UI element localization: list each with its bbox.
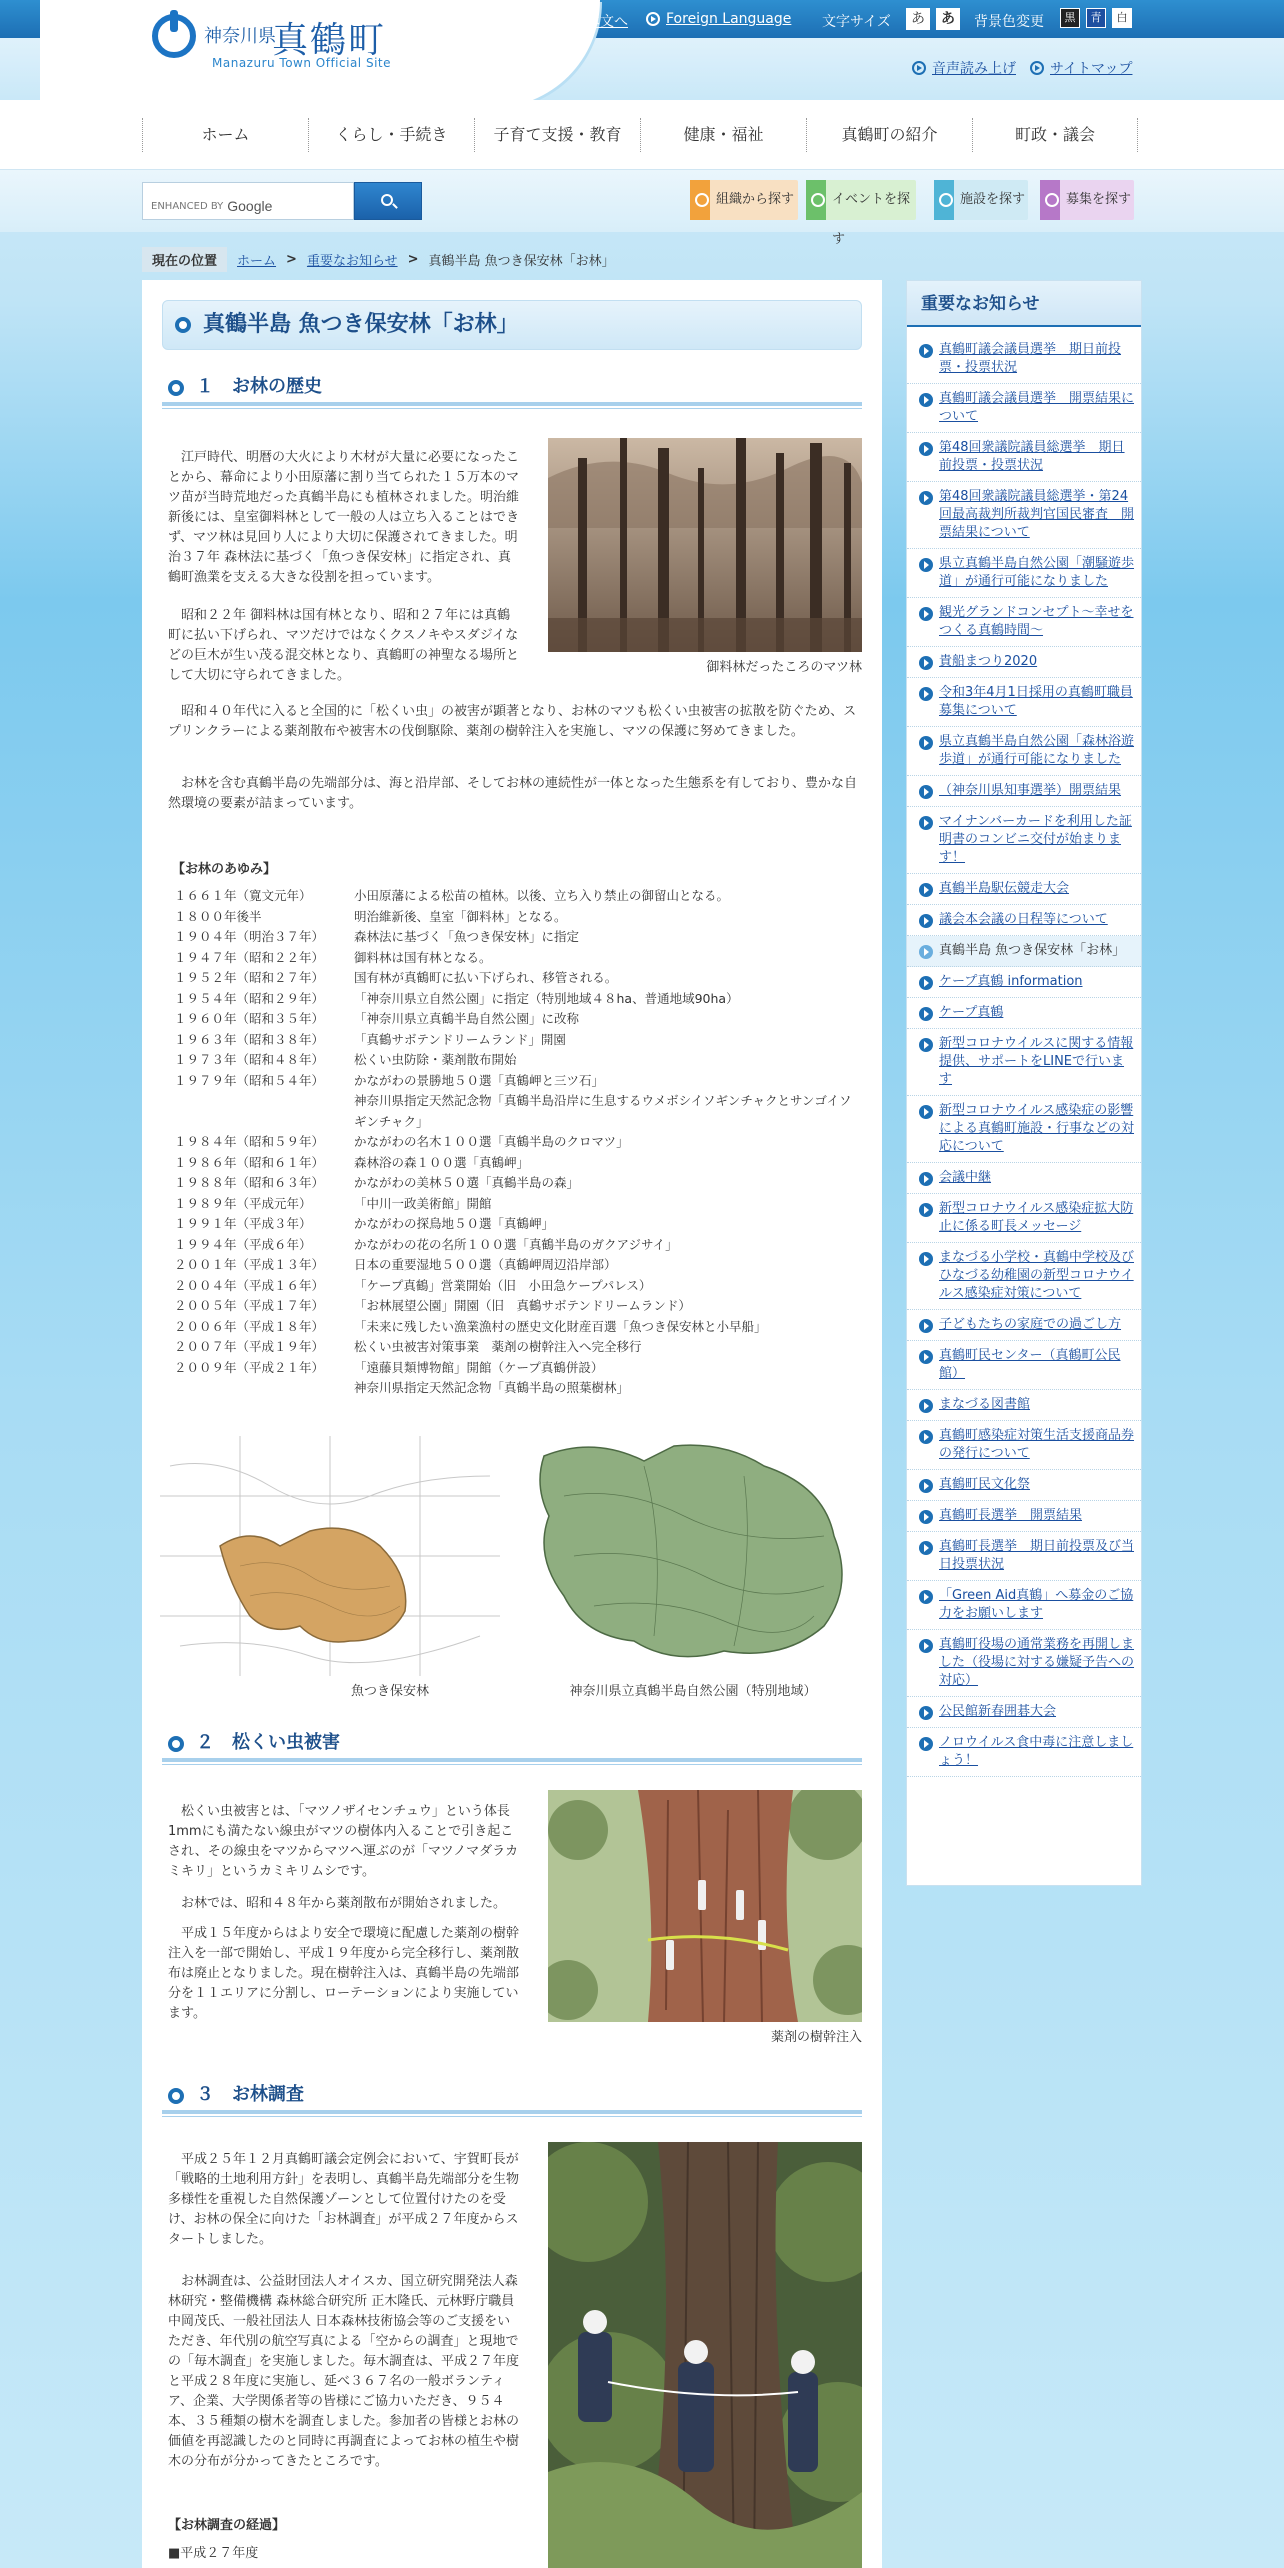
sidebar-item[interactable] bbox=[907, 482, 1141, 549]
timeline-event: かながわの名木１００選「真鶴半島のクロマツ」 bbox=[354, 1134, 629, 1149]
arrow-circle-icon bbox=[919, 558, 933, 572]
sidebar-item-link[interactable]: 真鶴町長選挙 開票結果 bbox=[939, 1508, 1083, 1523]
timeline-event: 松くい虫防除・薬剤散布開始 bbox=[354, 1052, 517, 1067]
timeline-row bbox=[174, 886, 854, 907]
timeline-event: かながわの探鳥地５０選「真鶴岬」 bbox=[354, 1216, 555, 1231]
timeline-row bbox=[174, 1030, 854, 1051]
sidebar-item-link[interactable]: 真鶴町感染症対策生活支援商品券の発行について bbox=[939, 1428, 1135, 1461]
timeline-row bbox=[174, 1153, 854, 1174]
section-bullet-icon bbox=[168, 2088, 184, 2104]
timeline-event: 「お林展望公園」開園（旧 真鶴サボテンドリームランド） bbox=[354, 1298, 691, 1313]
sidebar-item[interactable] bbox=[907, 776, 1141, 807]
arrow-circle-icon bbox=[646, 12, 660, 26]
timeline-row bbox=[174, 1050, 854, 1071]
timeline-row bbox=[174, 1358, 854, 1379]
timeline-event: 日本の重要湿地５００選（真鶴岬周辺沿岸部） bbox=[354, 1257, 617, 1272]
search-placeholder-brand: Google bbox=[227, 198, 273, 214]
search-row bbox=[0, 170, 1284, 247]
find-recruitment-button[interactable] bbox=[1040, 180, 1134, 220]
fish-breeding-forest-map bbox=[160, 1436, 500, 1676]
breadcrumb-current: 真鶴半島 魚つき保安林「お林」 bbox=[428, 253, 615, 269]
timeline-event: 「未来に残したい漁業漁村の歴史文化財産百選「魚つき保安林と小早船」 bbox=[354, 1318, 767, 1334]
history-timeline bbox=[174, 886, 854, 1399]
sidebar-item-link[interactable]: 県立真鶴半島自然公園「潮騒遊歩道」が通行可能になりました bbox=[939, 556, 1135, 589]
history-list-label: 【お林のあゆみ】 bbox=[172, 862, 277, 877]
sidebar-item-link[interactable]: 真鶴町議会議員選挙 期日前投票・投票状況 bbox=[939, 342, 1122, 375]
timeline-year: １９８８年（昭和６３年） bbox=[174, 1175, 325, 1190]
sidebar-item-link[interactable]: 真鶴町民文化祭 bbox=[939, 1477, 1031, 1492]
font-size-standard-button[interactable]: あ bbox=[906, 8, 930, 30]
timeline-row bbox=[174, 1071, 854, 1092]
nature-park-map-caption: 神奈川県立真鶴半島自然公園（特別地域） bbox=[569, 1684, 817, 1699]
main-content bbox=[142, 280, 882, 2568]
arrow-circle-icon bbox=[919, 1590, 933, 1604]
sidebar-item[interactable] bbox=[907, 384, 1141, 433]
sidebar-item[interactable] bbox=[907, 1697, 1141, 1728]
sidebar-item[interactable] bbox=[907, 727, 1141, 776]
timeline-row bbox=[174, 1132, 854, 1153]
arrow-circle-icon bbox=[919, 1510, 933, 1524]
sidebar-item[interactable] bbox=[907, 874, 1141, 905]
timeline-year: １９０４年（明治３７年） bbox=[174, 929, 325, 944]
sidebar-item-link[interactable]: ケープ真鶴 information bbox=[939, 974, 1083, 989]
arrow-circle-icon bbox=[912, 61, 926, 75]
arrow-circle-icon bbox=[919, 1105, 933, 1119]
timeline-year: １９７９年（昭和５４年） bbox=[174, 1072, 325, 1088]
timeline-year: １９６３年（昭和３８年） bbox=[174, 1031, 325, 1047]
timeline-year: １９９４年（平成６年） bbox=[174, 1236, 312, 1252]
search-placeholder-prefix: ENHANCED BY bbox=[151, 200, 224, 212]
timeline-row bbox=[174, 927, 854, 948]
nav-town-politics[interactable]: 町政・議会 bbox=[972, 118, 1138, 152]
timeline-year: １９８９年（平成元年） bbox=[174, 1195, 312, 1211]
nav-childcare[interactable]: 子育て支援・教育 bbox=[474, 118, 640, 152]
arrow-circle-icon bbox=[919, 607, 933, 621]
sidebar-item-link[interactable]: ノロウイルス食中毒に注意しましょう！ bbox=[939, 1735, 1134, 1768]
trunk-injection-caption: 薬剤の樹幹注入 bbox=[770, 2030, 862, 2045]
timeline-row bbox=[174, 1091, 854, 1132]
nav-living[interactable]: くらし・手続き bbox=[308, 118, 474, 152]
timeline-row bbox=[174, 1009, 854, 1030]
sidebar-item[interactable] bbox=[907, 1243, 1141, 1310]
survey-year-label: ■平成２７年度 bbox=[168, 2546, 259, 2561]
survey-history-label: 【お林調査の経過】 bbox=[168, 2518, 286, 2533]
arrow-circle-icon bbox=[919, 785, 933, 799]
history-paragraph-4: お林を含む真鶴半島の先端部分は、海と沿岸部、そしてお林の連続性が一体となった生態系を有しており、豊かな自然環境の要素が詰まっています。 bbox=[168, 776, 858, 811]
sidebar-item[interactable] bbox=[907, 1096, 1141, 1163]
timeline-event: 「神奈川県立真鶴半島自然公園」に改称 bbox=[354, 1011, 580, 1026]
sidebar-item-link[interactable]: まなづる小学校・真鶴中学校及びひなづる幼稚園の新型コロナウイルス感染症対策について bbox=[939, 1250, 1135, 1301]
timeline-year: １９８６年（昭和６１年） bbox=[174, 1154, 325, 1170]
timeline-event: 「神奈川県立自然公園」に指定（特別地域４８ha、普通地域90ha） bbox=[354, 990, 739, 1006]
skip-to-content-label: 本文へ bbox=[586, 14, 628, 30]
sidebar-item[interactable] bbox=[907, 549, 1141, 598]
sitemap-label: サイトマップ bbox=[1050, 61, 1133, 77]
timeline-year: １９５４年（昭和２９年） bbox=[174, 990, 325, 1006]
timeline-row bbox=[174, 1194, 854, 1215]
global-nav bbox=[0, 100, 1284, 170]
sidebar-item[interactable] bbox=[907, 1163, 1141, 1194]
timeline-year: ２００９年（平成２１年） bbox=[174, 1359, 325, 1375]
arrow-circle-icon bbox=[919, 1172, 933, 1186]
timeline-year: １６６１年（寛文元年） bbox=[174, 888, 312, 903]
find-by-organization-button[interactable] bbox=[690, 180, 798, 220]
sidebar-item[interactable] bbox=[907, 1421, 1141, 1470]
timeline-row bbox=[174, 1378, 854, 1399]
background-color-label: 背景色変更 bbox=[974, 14, 1044, 30]
nature-park-map bbox=[524, 1436, 862, 1676]
timeline-event: かながわの花の名所１００選「真鶴半島のガクアジサイ」 bbox=[354, 1236, 678, 1252]
arrow-circle-icon bbox=[919, 656, 933, 670]
timeline-event: かながわの美林５０選「真鶴半島の森」 bbox=[354, 1175, 580, 1190]
timeline-row bbox=[174, 989, 854, 1010]
sidebar-item-link[interactable]: 真鶴町議会議員選挙 開票結果について bbox=[939, 391, 1135, 424]
section-heading-text: ２ 松くい虫被害 bbox=[196, 1732, 340, 1753]
font-size-label: 文字サイズ bbox=[822, 14, 891, 30]
arrow-circle-icon bbox=[919, 816, 933, 830]
timeline-row bbox=[174, 948, 854, 969]
timeline-event: 御料林は国有林となる。 bbox=[354, 949, 492, 965]
arrow-circle-icon bbox=[919, 1252, 933, 1266]
sidebar-item[interactable] bbox=[907, 1532, 1141, 1581]
history-paragraph-2: 昭和２２年 御料林は国有林となり、昭和２７年には真鶴町に払い下げられ、マツだけではなくクスノキやスダジイなどの巨木が生い茂る混交林となり、真鶴町の神聖なる場所として大切に守られてきました。 bbox=[168, 608, 520, 683]
sidebar-item-link[interactable]: 新型コロナウイルス感染症の影響による真鶴町施設・行事などの対応について bbox=[939, 1103, 1135, 1154]
sidebar-item-link[interactable]: 新型コロナウイルス感染症拡大防止に係る町長メッセージ bbox=[939, 1201, 1134, 1234]
sidebar-item-link[interactable]: 真鶴町長選挙 期日前投票及び当日投票状況 bbox=[939, 1539, 1135, 1572]
foreign-language-label: Foreign Language bbox=[666, 11, 792, 27]
timeline-row bbox=[174, 907, 854, 928]
tree-survey-photo bbox=[548, 2142, 862, 2568]
sidebar-title: 重要なお知らせ bbox=[907, 281, 1141, 327]
timeline-row bbox=[174, 1173, 854, 1194]
sidebar-item-link[interactable]: 真鶴町民センター（真鶴町公民館） bbox=[939, 1348, 1121, 1381]
section-heading-survey bbox=[162, 2080, 862, 2114]
timeline-year: ２００４年（平成１６年） bbox=[174, 1277, 325, 1293]
sidebar-item[interactable] bbox=[907, 936, 1141, 967]
survey-paragraph-2: お林調査は、公益財団法人オイスカ、国立研究開発法人森林研究・整備機構 森林総合研究所 正木隆氏、元林野庁職員 中岡茂氏、一般社団法人 日本森林技術協会等のご支援をいただき、年代別の航空写真による「空からの調査」と現地での「毎木調査」を実施しました。毎木調査は、平成２７年度と平成２８年度に実施し、延べ３６７名の一般ボランティア、企業、大学関係者等の皆様にご協力いただき、９５４本、３５種類の樹木を調査しました。参加者の皆様とお林の価値を再認識したのと同時に再調査によってお林の植生や樹木の分布が分かってきたところです。 bbox=[168, 2274, 520, 2469]
arrow-circle-icon bbox=[919, 1737, 933, 1751]
pine-wilt-paragraph-2: お林では、昭和４８年から薬剤散布が開始されました。 bbox=[181, 1896, 507, 1911]
logo-english-name: Manazuru Town Official Site bbox=[212, 56, 391, 70]
sidebar-item[interactable] bbox=[907, 807, 1141, 874]
sidebar-item-link[interactable]: 第48回衆議院議員総選挙 期日前投票・投票状況 bbox=[939, 440, 1125, 473]
arrow-circle-icon bbox=[919, 976, 933, 990]
logo-town-name: 真鶴町 bbox=[272, 20, 387, 61]
search-icon bbox=[381, 194, 393, 206]
history-paragraph-3: 昭和４０年代に入ると全国的に「松くい虫」の被害が顕著となり、お林のマツも松くい虫被害の拡散を防ぐため、スプリンクラーによる薬剤散布や被害木の伐倒駆除、薬剤の樹幹注入を実施し、マツの保護に努めてきました。 bbox=[168, 704, 857, 739]
timeline-row bbox=[174, 1235, 854, 1256]
sidebar-item[interactable] bbox=[907, 678, 1141, 727]
sidebar-item-link[interactable]: 観光グランドコンセプト～幸せをつくる真鶴時間～ bbox=[939, 605, 1134, 638]
sidebar-item[interactable] bbox=[907, 1029, 1141, 1096]
sidebar-item[interactable] bbox=[907, 1501, 1141, 1532]
arrow-circle-icon bbox=[919, 1038, 933, 1052]
breadcrumb-separator: > bbox=[407, 251, 419, 267]
sidebar-item-link[interactable]: 令和3年4月1日採用の真鶴町職員募集について bbox=[939, 685, 1133, 718]
sidebar-item[interactable] bbox=[907, 1470, 1141, 1501]
nav-town-intro[interactable]: 真鶴町の紹介 bbox=[806, 118, 972, 152]
timeline-year bbox=[174, 1378, 354, 1399]
timeline-event: 「中川一政美術館」開館 bbox=[354, 1195, 492, 1211]
timeline-event: 小田原藩による松苗の植林。以後、立ち入り禁止の御留山となる。 bbox=[354, 888, 730, 903]
find-recruitment-label: 募集を探す bbox=[1066, 192, 1132, 207]
timeline-row bbox=[174, 1317, 854, 1338]
timeline-year: １９８４年（昭和５９年） bbox=[174, 1134, 325, 1149]
sidebar-important-notices bbox=[906, 280, 1142, 1886]
timeline-row bbox=[174, 1337, 854, 1358]
arrow-circle-icon bbox=[919, 1430, 933, 1444]
section-heading-text: ３ お林調査 bbox=[196, 2084, 304, 2105]
timeline-row bbox=[174, 1276, 854, 1297]
bg-white-button[interactable]: 白 bbox=[1112, 8, 1132, 28]
sidebar-item[interactable] bbox=[907, 1310, 1141, 1341]
arrow-circle-icon bbox=[919, 442, 933, 456]
arrow-circle-icon bbox=[919, 945, 933, 959]
timeline-event: 神奈川県指定天然記念物「真鶴半島の照葉樹林」 bbox=[354, 1380, 630, 1395]
bg-black-button[interactable]: 黒 bbox=[1060, 8, 1080, 28]
find-by-organization-label: 組織から探す bbox=[716, 192, 795, 207]
timeline-year bbox=[174, 1091, 354, 1132]
sidebar-list bbox=[907, 335, 1141, 1777]
arrow-circle-icon bbox=[919, 1541, 933, 1555]
timeline-row bbox=[174, 1214, 854, 1235]
sidebar-item[interactable] bbox=[907, 1194, 1141, 1243]
timeline-row bbox=[174, 1255, 854, 1276]
sidebar-item-link[interactable]: 新型コロナウイルスに関する情報提供、サポートをLINEで行います bbox=[939, 1036, 1134, 1087]
sidebar-item[interactable] bbox=[907, 1728, 1141, 1777]
arrow-circle-icon bbox=[919, 393, 933, 407]
timeline-row bbox=[174, 968, 854, 989]
sidebar-item-link[interactable]: 会議中継 bbox=[939, 1170, 992, 1185]
foreign-language-link[interactable] bbox=[646, 11, 791, 27]
timeline-year: １９４７年（昭和２２年） bbox=[174, 949, 325, 965]
arrow-circle-icon bbox=[919, 1479, 933, 1493]
timeline-year: ２００５年（平成１７年） bbox=[174, 1298, 325, 1313]
sidebar-item-link[interactable]: （神奈川県知事選挙）開票結果 bbox=[939, 783, 1122, 798]
sidebar-item[interactable] bbox=[907, 1630, 1141, 1697]
sidebar-item-link[interactable]: まなづる図書館 bbox=[939, 1397, 1031, 1412]
timeline-year: １９７３年（昭和４８年） bbox=[174, 1052, 325, 1067]
find-facility-label: 施設を探す bbox=[960, 192, 1026, 207]
arrow-circle-icon bbox=[919, 344, 933, 358]
arrow-circle-icon bbox=[919, 1203, 933, 1217]
sidebar-item[interactable] bbox=[907, 998, 1141, 1029]
arrow-circle-icon bbox=[919, 914, 933, 928]
sidebar-item[interactable] bbox=[907, 1390, 1141, 1421]
section-bullet-icon bbox=[168, 1736, 184, 1752]
sidebar-item[interactable] bbox=[907, 1341, 1141, 1390]
sidebar-item[interactable] bbox=[907, 905, 1141, 936]
sidebar-item-link[interactable]: 県立真鶴半島自然公園「森林浴遊歩道」が通行可能になりました bbox=[939, 734, 1135, 767]
section-heading-history bbox=[162, 372, 862, 406]
fish-breeding-forest-map-caption: 魚つき保安林 bbox=[350, 1684, 429, 1699]
title-bullet-icon bbox=[175, 317, 191, 333]
breadcrumb bbox=[142, 248, 615, 270]
arrow-circle-icon bbox=[919, 491, 933, 505]
sidebar-item-link[interactable]: 議会本会議の日程等について bbox=[939, 912, 1108, 927]
find-facility-button[interactable] bbox=[934, 180, 1028, 220]
read-aloud-label: 音声読み上げ bbox=[932, 61, 1016, 77]
arrow-circle-icon bbox=[919, 1706, 933, 1720]
sidebar-item-link[interactable]: マイナンバーカードを利用した証明書のコンビニ交付が始まります！ bbox=[939, 814, 1132, 865]
timeline-event: 神奈川県指定天然記念物「真鶴半島沿岸に生息するウメボシイソギンチャクとサンゴイソギンチャク」 bbox=[354, 1093, 852, 1129]
font-size-large-button[interactable]: あ bbox=[936, 8, 960, 30]
timeline-event: 松くい虫被害対策事業 薬剤の樹幹注入へ完全移行 bbox=[354, 1339, 642, 1354]
timeline-event: 森林法に基づく「魚つき保安林」に指定 bbox=[354, 929, 580, 944]
sidebar-item-link[interactable]: 真鶴半島 魚つき保安林「お林」 bbox=[939, 943, 1126, 958]
arrow-circle-icon bbox=[919, 1319, 933, 1333]
timeline-event: 国有林が真鶴町に払い下げられ、移管される。 bbox=[354, 970, 618, 985]
sidebar-item-link[interactable]: 貴船まつり2020 bbox=[939, 654, 1038, 669]
breadcrumb-home-link[interactable]: ホーム bbox=[237, 253, 277, 269]
breadcrumb-label: 現在の位置 bbox=[142, 247, 227, 272]
nav-home[interactable]: ホーム bbox=[142, 118, 308, 152]
sidebar-item[interactable] bbox=[907, 647, 1141, 678]
find-event-label: イベントを探す bbox=[832, 192, 911, 247]
arrow-circle-icon bbox=[919, 736, 933, 750]
pine-wilt-paragraph-1: 松くい虫被害とは、「マツノザイセンチュウ」という体長1mmにも満たない線虫がマツの樹体内入ることで引き起こされ、その線虫をマツからマツへ運ぶのが「マツノマダラカミキリ」というカミキリムシです。 bbox=[168, 1804, 519, 1879]
search-button[interactable] bbox=[354, 182, 422, 220]
skip-to-content-link[interactable] bbox=[566, 11, 628, 31]
arrow-circle-icon bbox=[919, 1007, 933, 1021]
timeline-event: かながわの景勝地５０選「真鶴岬と三ツ石」 bbox=[354, 1072, 605, 1088]
sidebar-item[interactable] bbox=[907, 335, 1141, 384]
sidebar-item-link[interactable]: 真鶴町役場の通常業務を再開しました（役場に対する嫌疑予告への対応） bbox=[939, 1637, 1135, 1688]
arrow-circle-icon bbox=[919, 1639, 933, 1653]
timeline-event: 森林浴の森１００選「真鶴岬」 bbox=[354, 1154, 530, 1170]
trunk-injection-photo bbox=[548, 1790, 862, 2022]
nav-health[interactable]: 健康・福祉 bbox=[640, 118, 806, 152]
sidebar-item[interactable] bbox=[907, 967, 1141, 998]
sitemap-link[interactable] bbox=[1030, 58, 1132, 78]
arrow-circle-icon bbox=[919, 1350, 933, 1364]
sidebar-item[interactable] bbox=[907, 1581, 1141, 1630]
logo-prefecture: 神奈川県 bbox=[204, 26, 276, 47]
arrow-circle-icon bbox=[919, 1399, 933, 1413]
timeline-year: ２００６年（平成１８年） bbox=[174, 1318, 325, 1334]
site-logo[interactable] bbox=[40, 0, 600, 108]
sidebar-item-link[interactable]: 子どもたちの家庭での過ごし方 bbox=[939, 1317, 1122, 1332]
page-title-text: 真鶴半島 魚つき保安林「お林」 bbox=[203, 312, 519, 337]
timeline-event: 「遠藤貝類博物館」開館（ケープ真鶴併設） bbox=[354, 1359, 604, 1375]
find-event-button[interactable] bbox=[806, 180, 916, 247]
breadcrumb-separator: > bbox=[286, 251, 297, 267]
old-pine-forest-caption: 御料林だったころのマツ林 bbox=[706, 660, 862, 675]
arrow-circle-icon bbox=[566, 14, 580, 28]
sidebar-item[interactable] bbox=[907, 598, 1141, 647]
arrow-circle-icon bbox=[919, 687, 933, 701]
search-input[interactable] bbox=[142, 182, 354, 220]
timeline-event: 「真鶴サボテンドリームランド」開園 bbox=[354, 1031, 566, 1047]
arrow-circle-icon bbox=[1030, 61, 1044, 75]
survey-paragraph-1: 平成２５年１２月真鶴町議会定例会において、宇賀町長が「戦略的土地利用方針」を表明し、真鶴半島先端部分を生物多様性を重視した自然保護ゾーンとして位置付けたのを受け、お林の保全に向けた「お林調査」が平成２７年度からスタートしました。 bbox=[168, 2152, 520, 2247]
timeline-year: １８００年後半 bbox=[174, 908, 262, 924]
history-paragraph-1: 江戸時代、明暦の大火により木材が大量に必要になったことから、幕命により小田原藩に割り当てられた１５万本のマツ苗が当時荒地だった真鶴半島にも植林されました。明治維新後には、皇室御料林として一般の人は立ち入ることはできず、マツ林は見回り人により大切に保護されてきました。明治３７年 森林法に基づく「魚つき保安林」に指定され、真鶴町漁業を支える大きな役割を担っています。 bbox=[168, 450, 520, 585]
timeline-year: ２００７年（平成１９年） bbox=[174, 1339, 325, 1354]
town-emblem-icon bbox=[152, 14, 196, 58]
sidebar-item-link[interactable]: 「Green Aid真鶴」へ募金のご協力をお願いします bbox=[939, 1588, 1134, 1621]
arrow-circle-icon bbox=[919, 883, 933, 897]
sidebar-item-link[interactable]: 公民館新春囲碁大会 bbox=[939, 1704, 1057, 1719]
breadcrumb-parent-link[interactable]: 重要なお知らせ bbox=[306, 253, 398, 269]
sidebar-item-link[interactable]: 第48回衆議院議員総選挙・第24回最高裁判所裁判官国民審査 開票結果について bbox=[939, 489, 1135, 540]
section-heading-text: １ お林の歴史 bbox=[196, 376, 322, 397]
section-bullet-icon bbox=[168, 380, 184, 396]
timeline-row bbox=[174, 1296, 854, 1317]
sidebar-item-link[interactable]: ケープ真鶴 bbox=[939, 1005, 1004, 1020]
sidebar-item-link[interactable]: 真鶴半島駅伝競走大会 bbox=[939, 881, 1070, 896]
pine-wilt-paragraph-3: 平成１５年度からはより安全で環境に配慮した薬剤の樹幹注入を一部で開始し、平成１９年度から完全移行し、薬剤散布は廃止となりました。現在樹幹注入は、真鶴半島の先端部分を１１エリアに分割し、ローテーションにより実施しています。 bbox=[168, 1926, 520, 2021]
timeline-event: 明治維新後、皇室「御料林」となる。 bbox=[354, 908, 567, 924]
section-heading-pine-wilt bbox=[162, 1728, 862, 1762]
timeline-year: １９５２年（昭和２７年） bbox=[174, 970, 325, 985]
page-title bbox=[162, 300, 862, 350]
timeline-year: １９６０年（昭和３５年） bbox=[174, 1011, 325, 1026]
timeline-year: ２００１年（平成１３年） bbox=[174, 1257, 325, 1272]
sidebar-item[interactable] bbox=[907, 433, 1141, 482]
bg-blue-button[interactable]: 青 bbox=[1086, 8, 1106, 28]
old-pine-forest-photo bbox=[548, 438, 862, 652]
read-aloud-link[interactable] bbox=[912, 58, 1016, 78]
timeline-year: １９９１年（平成３年） bbox=[174, 1216, 312, 1231]
timeline-event: 「ケープ真鶴」営業開始（旧 小田急ケープパレス） bbox=[354, 1277, 652, 1293]
